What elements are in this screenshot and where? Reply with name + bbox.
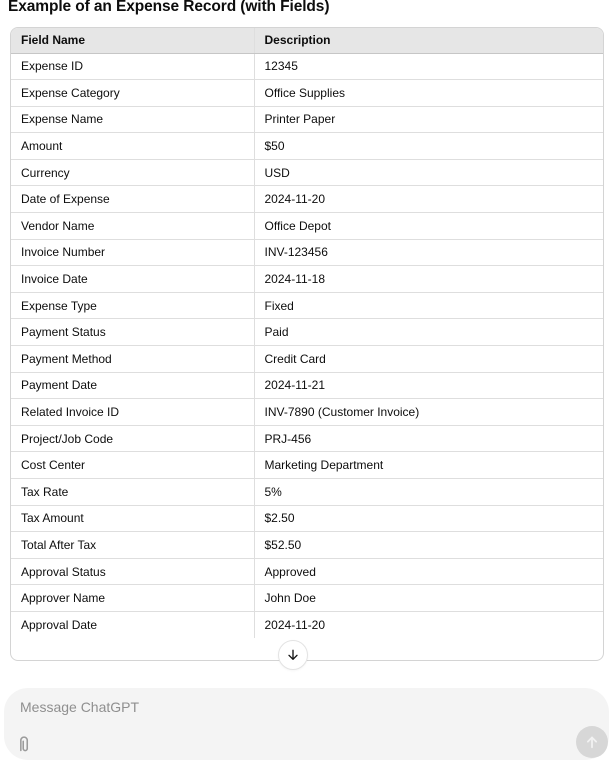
field-name-cell: Expense ID bbox=[11, 53, 254, 80]
table-row bbox=[11, 611, 603, 638]
description-cell: INV-123456 bbox=[254, 239, 603, 266]
description-cell: INV-7890 (Customer Invoice) bbox=[254, 399, 603, 426]
table-row bbox=[11, 80, 603, 107]
field-name-cell: Tax Amount bbox=[11, 505, 254, 532]
description-cell: Printer Paper bbox=[254, 106, 603, 133]
field-name-cell: Payment Method bbox=[11, 346, 254, 373]
table-row bbox=[11, 53, 603, 80]
table-row bbox=[11, 346, 603, 373]
table-row bbox=[11, 186, 603, 213]
expense-record-table bbox=[10, 27, 604, 661]
table-row bbox=[11, 213, 603, 240]
field-name-cell: Approval Date bbox=[11, 611, 254, 638]
description-cell: 12345 bbox=[264, 59, 298, 74]
description-cell: Office Supplies bbox=[254, 80, 603, 107]
table-row bbox=[11, 159, 603, 186]
send-button[interactable] bbox=[576, 726, 608, 758]
table-row bbox=[11, 532, 603, 559]
arrow-up-icon bbox=[583, 733, 601, 751]
description-cell: 2024-11-20 bbox=[254, 611, 603, 638]
field-name-cell: Tax Rate bbox=[11, 479, 254, 506]
description-cell: $2.50 bbox=[254, 505, 603, 532]
field-name-cell: Amount bbox=[11, 133, 254, 160]
field-name-cell: Payment Status bbox=[11, 319, 254, 346]
description-cell: 2024-11-18 bbox=[254, 266, 603, 293]
paperclip-icon bbox=[15, 733, 34, 755]
description-cell: PRJ-456 bbox=[254, 425, 603, 452]
table-row bbox=[11, 585, 603, 612]
table-row bbox=[11, 133, 603, 160]
table-row bbox=[11, 479, 603, 506]
field-name-cell: Payment Date bbox=[11, 372, 254, 399]
field-name-cell: Invoice Date bbox=[11, 266, 254, 293]
field-name-cell: Total After Tax bbox=[11, 532, 254, 559]
table-row bbox=[11, 425, 603, 452]
message-composer bbox=[4, 688, 609, 760]
field-name-cell: Cost Center bbox=[11, 452, 254, 479]
field-name-cell: Currency bbox=[11, 159, 254, 186]
description-cell: Approved bbox=[254, 558, 603, 585]
table-row bbox=[11, 372, 603, 399]
table-row bbox=[11, 505, 603, 532]
description-cell: Fixed bbox=[254, 292, 603, 319]
field-name-cell: Approval Status bbox=[11, 558, 254, 585]
table-row bbox=[11, 319, 603, 346]
scroll-to-bottom-button[interactable] bbox=[278, 640, 308, 670]
column-header-field-name: Field Name bbox=[11, 28, 254, 53]
description-cell: $50 bbox=[254, 133, 603, 160]
description-cell: Credit Card bbox=[254, 346, 603, 373]
field-name-cell: Date of Expense bbox=[11, 186, 254, 213]
description-cell: $52.50 bbox=[254, 532, 603, 559]
column-header-description: Description bbox=[254, 28, 603, 53]
field-name-cell: Expense Category bbox=[11, 80, 254, 107]
field-name-cell: Approver Name bbox=[11, 585, 254, 612]
table-row bbox=[11, 558, 603, 585]
table-row bbox=[11, 106, 603, 133]
table-row bbox=[11, 266, 603, 293]
arrow-down-icon bbox=[285, 647, 301, 663]
table-header-row bbox=[11, 28, 603, 53]
table-row bbox=[11, 239, 603, 266]
field-name-cell: Invoice Number bbox=[11, 239, 254, 266]
description-cell: Office Depot bbox=[254, 213, 603, 240]
field-name-cell: Related Invoice ID bbox=[11, 399, 254, 426]
attach-file-button[interactable] bbox=[10, 730, 38, 758]
page-title: Example of an Expense Record (with Fields) bbox=[8, 0, 330, 15]
description-cell: 2024-11-21 bbox=[254, 372, 603, 399]
table-header bbox=[11, 28, 603, 53]
message-input[interactable] bbox=[4, 688, 544, 722]
description-cell: 5% bbox=[254, 479, 603, 506]
field-name-cell: Expense Name bbox=[11, 106, 254, 133]
description-cell: 2024-11-20 bbox=[254, 186, 603, 213]
description-cell: USD bbox=[254, 159, 603, 186]
table-row bbox=[11, 399, 603, 426]
description-cell: John Doe bbox=[254, 585, 603, 612]
table-body bbox=[11, 53, 603, 638]
field-name-cell: Expense Type bbox=[11, 292, 254, 319]
table-row bbox=[11, 452, 603, 479]
table-row bbox=[11, 292, 603, 319]
field-name-cell: Project/Job Code bbox=[11, 425, 254, 452]
description-cell: Paid bbox=[254, 319, 603, 346]
field-name-cell: Vendor Name bbox=[11, 213, 254, 240]
description-cell: Marketing Department bbox=[254, 452, 603, 479]
